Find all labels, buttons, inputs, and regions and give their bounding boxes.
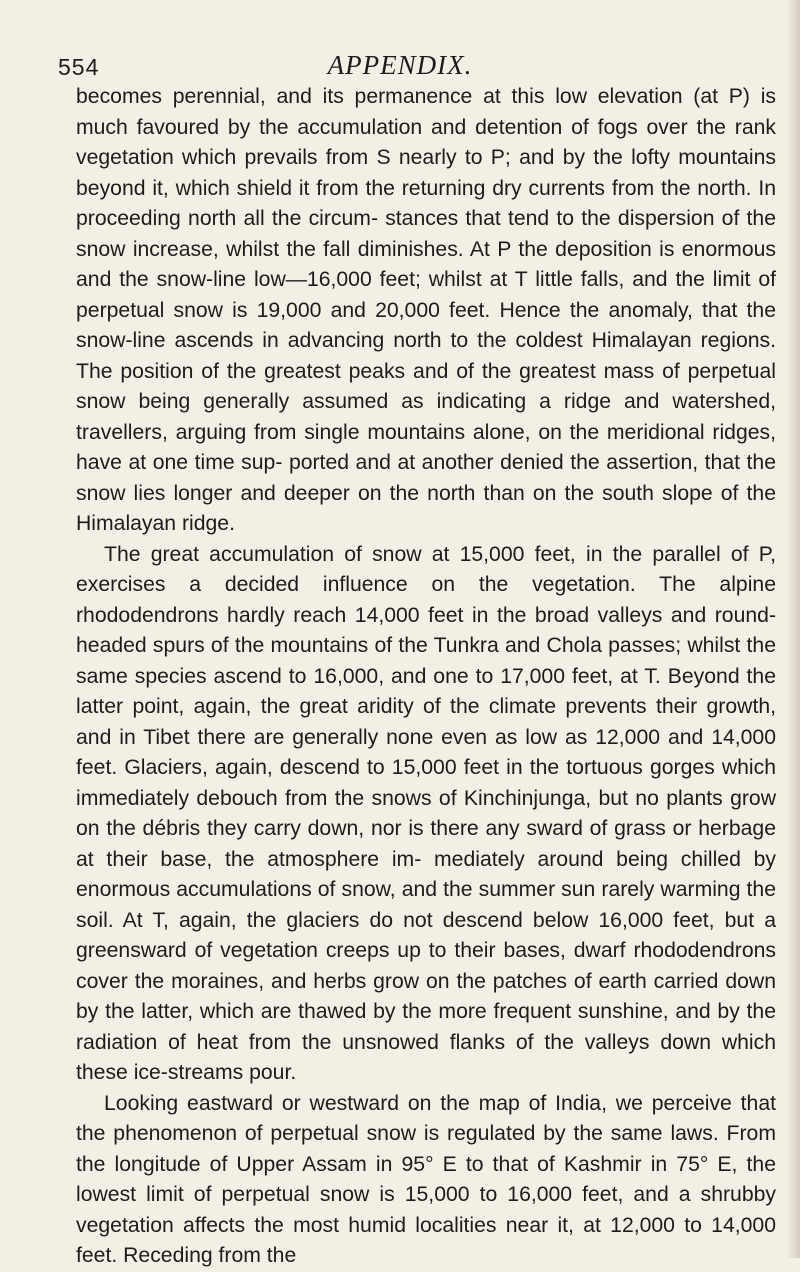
- paragraph: The great accumulation of snow at 15,000 feet, in the parallel of P, exercises a decided influence on the vegetation. The alpine rhododendrons hardly reach 14,000 feet in the broad valleys and round-headed spurs of the mountains of the Tunkra and Chola passes; whilst the same species ascend to 16,000, and one to 17,000 feet, at T. Beyond the latter point, again, the great aridity of the climate prevents their growth, and in Tibet there are generally none even as low as 12,000 and 14,000 feet. Glaciers, again, descend to 15,000 feet in the tortuous gorges which immediately debouch from the snows of Kinchinjunga, but no plants grow on the débris they carry down, nor is there any sward of grass or herbage at their base, the atmosphere im- mediately around being chilled by enormous accumulations of snow, and the summer sun rarely warming the soil. At T, again, the glaciers do not descend below 16,000 feet, but a greensward of vegetation creeps up to their bases, dwarf rhododendrons cover the moraines, and herbs grow on the patches of earth carried down by the latter, which are thawed by the more frequent sunshine, and by the radiation of heat from the unsnowed flanks of the valleys down which these ice-streams pour.: [76, 542, 776, 1084]
- paragraph: Looking eastward or westward on the map of India, we perceive that the phenomenon of perpetual snow is regulated by the same laws. From the longitude of Upper Assam in 95° E to that of Kashmir in 75° E, the lowest limit of perpetual snow is 15,000 to 16,000 feet, and a shrubby vegetation affects the most humid localities near it, at 12,000 to 14,000 feet. Receding from the: [76, 1091, 776, 1267]
- page-number: 554: [58, 54, 100, 80]
- running-head: APPENDIX.: [327, 50, 473, 80]
- page-edge-shadow: [786, 0, 800, 1258]
- paragraph: becomes perennial, and its permanence at this low elevation (at P) is much favoured by the accumulation and detention of fogs over the rank vegetation which prevails from S nearly to P; and by the lofty mountains beyond it, which shield it from the returning dry currents from the north. In proceeding north all the circum- stances that tend to the dispersion of the snow increase, whilst the fall diminishes. At P the deposition is enormous and the snow-line low—16,000 feet; whilst at T little falls, and the limit of perpetual snow is 19,000 and 20,000 feet. Hence the anomaly, that the snow-line ascends in advancing north to the coldest Himalayan regions. The position of the greatest peaks and of the greatest mass of perpetual snow being generally assumed as indicating a ridge and watershed, travellers, arguing from single mountains alone, on the meridional ridges, have at one time sup- ported and at another denied the assertion, that the snow lies longer and deeper on the north than on the south slope of the Himalayan ridge.: [76, 85, 776, 535]
- body-text: [76, 82, 776, 1272]
